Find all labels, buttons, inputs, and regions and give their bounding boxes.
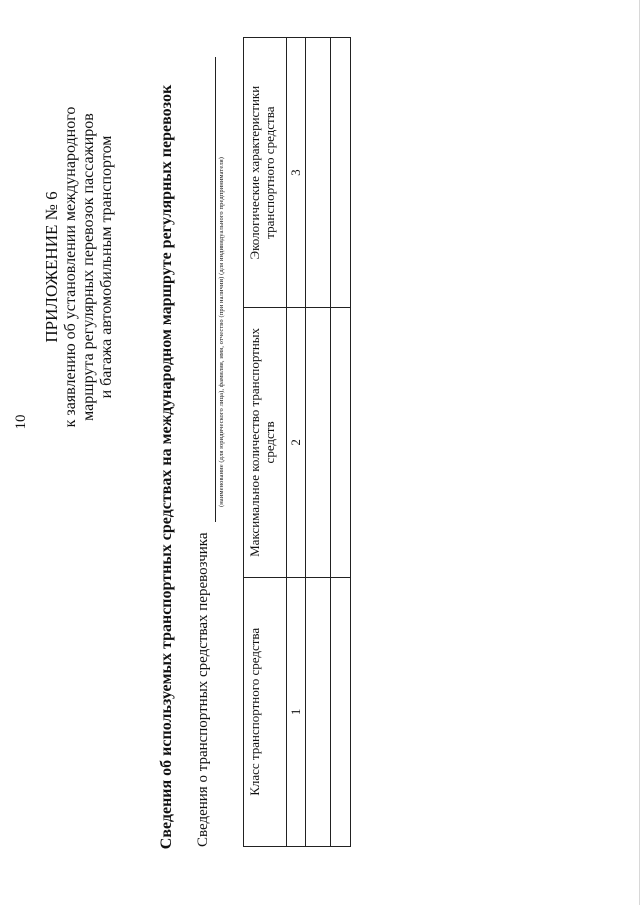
table-number-row <box>287 38 306 847</box>
header-eco-characteristics: Экологические характеристики транспортного средства <box>244 38 287 308</box>
table-cell <box>331 38 351 308</box>
table-cell <box>306 577 331 846</box>
carrier-hint: (наименование (для юридического лица), фамилия, имя, отчество (при наличии) (для индивидуального предпринимателя) <box>218 156 225 508</box>
appendix-header <box>43 57 116 477</box>
column-number-2: 2 <box>287 308 306 577</box>
column-number-1: 1 <box>287 577 306 846</box>
table-cell <box>306 308 331 577</box>
carrier-field <box>195 57 217 847</box>
document-title: Сведения об используемых транспортных средствах на международном маршруте регулярных перевозок <box>158 84 175 850</box>
table-cell <box>306 38 331 308</box>
table-cell <box>331 577 351 846</box>
vehicle-info-table <box>243 37 351 847</box>
table-cell <box>331 308 351 577</box>
column-number-3: 3 <box>287 38 306 308</box>
appendix-line-2: маршрута регулярных перевозок пассажиров <box>80 113 97 421</box>
header-vehicle-class: Класс транспортного средства <box>244 577 287 846</box>
table-row <box>306 38 331 847</box>
rotated-content <box>5 7 625 897</box>
table-header-row <box>244 38 287 847</box>
appendix-line-3: и багажа автомобильным транспортом <box>98 135 115 399</box>
page-number: 10 <box>13 414 29 430</box>
appendix-line-1: к заявлению об установлении международного <box>62 106 79 428</box>
header-max-vehicles: Максимальное количество транспортных средств <box>244 308 287 577</box>
appendix-title: ПРИЛОЖЕНИЕ № 6 <box>42 191 61 343</box>
carrier-fill-line <box>215 57 216 522</box>
table-row <box>331 38 351 847</box>
carrier-label: Сведения о транспортных средствах перевозчика <box>195 532 211 847</box>
